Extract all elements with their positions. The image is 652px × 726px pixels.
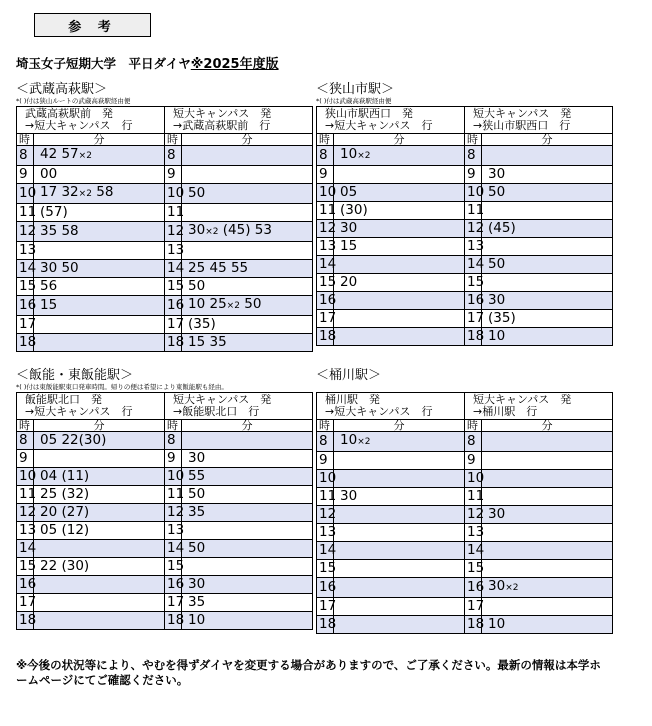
return-minutes-cell: (45) bbox=[482, 220, 613, 238]
direction-header-row bbox=[317, 393, 613, 420]
hour-cell: 10 bbox=[465, 470, 482, 488]
table-row bbox=[317, 598, 613, 616]
outbound-minutes-cell: 04 (11) bbox=[34, 468, 165, 486]
table-row bbox=[317, 328, 613, 346]
section-title: ＜狭山市駅＞ bbox=[316, 82, 395, 97]
return-minutes-cell: 10 bbox=[482, 328, 613, 346]
section-note: *( )付は武蔵高萩駅経由便 bbox=[316, 97, 392, 105]
return-minutes-cell bbox=[482, 274, 613, 292]
return-minutes-cell bbox=[482, 542, 613, 560]
hour-cell: 16 bbox=[465, 292, 482, 310]
outbound-minutes-cell: 15 bbox=[334, 238, 465, 256]
table-row bbox=[17, 486, 313, 504]
return-minutes-cell: 10 bbox=[482, 616, 613, 634]
outbound-minutes-cell: 22 (30) bbox=[34, 558, 165, 576]
table-row bbox=[317, 220, 613, 238]
return-minutes-cell: 50 bbox=[182, 278, 313, 296]
hour-cell: 17 bbox=[317, 598, 334, 616]
hour-cell: 17 bbox=[465, 310, 482, 328]
hour-cell: 15 bbox=[17, 558, 34, 576]
return-minutes-cell bbox=[482, 432, 613, 452]
minute-label: 分 bbox=[482, 134, 613, 146]
timetable bbox=[16, 106, 313, 352]
section-note bbox=[316, 383, 612, 392]
table-row bbox=[17, 166, 313, 184]
outbound-minutes-cell: 10×2 bbox=[334, 146, 465, 166]
return-minutes-cell: 35 bbox=[182, 504, 313, 522]
hour-cell: 12 bbox=[165, 222, 182, 242]
hour-cell: 11 bbox=[17, 204, 34, 222]
hour-cell: 9 bbox=[165, 166, 182, 184]
table-row bbox=[17, 450, 313, 468]
outbound-minutes-cell bbox=[34, 334, 165, 352]
hour-cell: 13 bbox=[317, 524, 334, 542]
table-row bbox=[317, 202, 613, 220]
return-minutes-cell: 30 bbox=[482, 166, 613, 184]
reference-label: 参 考 bbox=[34, 13, 151, 37]
hour-cell: 15 bbox=[465, 274, 482, 292]
twice-marker: ×2 bbox=[505, 583, 519, 593]
outbound-minutes-cell bbox=[334, 616, 465, 634]
outbound-minutes-cell: 56 bbox=[34, 278, 165, 296]
outbound-minutes-cell: 30 bbox=[334, 488, 465, 506]
hour-cell: 13 bbox=[465, 238, 482, 256]
hour-cell: 11 bbox=[165, 486, 182, 504]
hour-cell: 16 bbox=[465, 578, 482, 598]
hour-minute-header-row bbox=[17, 420, 313, 432]
outbound-minutes-cell bbox=[34, 576, 165, 594]
return-minutes-cell: 50 bbox=[482, 184, 613, 202]
hour-cell: 18 bbox=[317, 616, 334, 634]
outbound-minutes-cell: 25 (32) bbox=[34, 486, 165, 504]
hour-cell: 11 bbox=[165, 204, 182, 222]
outbound-minutes-cell: 35 58 bbox=[34, 222, 165, 242]
section-note: *( )付は狭山ルートの武蔵高萩駅経由便 bbox=[16, 97, 131, 105]
return-header: 短大キャンパス 発 →桶川駅 行 bbox=[465, 393, 613, 420]
section-okegawa bbox=[316, 368, 612, 634]
outbound-header: 武蔵高萩駅前 発 →短大キャンパス 行 bbox=[17, 107, 165, 134]
hour-cell: 14 bbox=[165, 540, 182, 558]
table-row bbox=[17, 146, 313, 166]
hour-cell: 10 bbox=[317, 184, 334, 202]
outbound-minutes-cell bbox=[34, 540, 165, 558]
minute-label: 分 bbox=[182, 420, 313, 432]
hour-cell: 14 bbox=[17, 260, 34, 278]
outbound-minutes-cell: 42 57×2 bbox=[34, 146, 165, 166]
section-sayamashi bbox=[316, 82, 612, 346]
table-row bbox=[317, 506, 613, 524]
hour-cell: 13 bbox=[165, 522, 182, 540]
return-minutes-cell bbox=[482, 488, 613, 506]
return-minutes-cell: 30×2 bbox=[482, 578, 613, 598]
table-row bbox=[17, 504, 313, 522]
table-row bbox=[17, 316, 313, 334]
hour-cell: 8 bbox=[17, 146, 34, 166]
hour-cell: 11 bbox=[317, 488, 334, 506]
twice-marker: ×2 bbox=[78, 189, 92, 199]
outbound-minutes-cell bbox=[334, 166, 465, 184]
direction-header-row bbox=[17, 107, 313, 134]
hour-cell: 10 bbox=[465, 184, 482, 202]
hour-cell: 16 bbox=[17, 576, 34, 594]
return-minutes-cell bbox=[182, 432, 313, 450]
table-row bbox=[317, 292, 613, 310]
hour-cell: 14 bbox=[165, 260, 182, 278]
table-row bbox=[317, 488, 613, 506]
return-minutes-cell: 30×2 (45) 53 bbox=[182, 222, 313, 242]
hour-cell: 8 bbox=[317, 432, 334, 452]
twice-marker: ×2 bbox=[205, 227, 219, 237]
hour-cell: 9 bbox=[317, 166, 334, 184]
outbound-minutes-cell: 10×2 bbox=[334, 432, 465, 452]
outbound-minutes-cell bbox=[334, 328, 465, 346]
hour-cell: 10 bbox=[165, 184, 182, 204]
outbound-minutes-cell: 05 bbox=[334, 184, 465, 202]
hour-cell: 8 bbox=[165, 432, 182, 450]
hour-cell: 15 bbox=[465, 560, 482, 578]
direction-header-row bbox=[317, 107, 613, 134]
hour-cell: 18 bbox=[165, 334, 182, 352]
table-row bbox=[317, 616, 613, 634]
hour-cell: 15 bbox=[17, 278, 34, 296]
return-minutes-cell bbox=[482, 470, 613, 488]
hour-cell: 17 bbox=[165, 594, 182, 612]
hour-cell: 8 bbox=[17, 432, 34, 450]
hour-cell: 12 bbox=[317, 506, 334, 524]
hour-cell: 14 bbox=[317, 542, 334, 560]
outbound-minutes-cell bbox=[334, 542, 465, 560]
hour-cell: 13 bbox=[17, 242, 34, 260]
hour-cell: 10 bbox=[317, 470, 334, 488]
return-minutes-cell bbox=[182, 146, 313, 166]
outbound-minutes-cell: (57) bbox=[34, 204, 165, 222]
outbound-minutes-cell bbox=[34, 450, 165, 468]
minute-label: 分 bbox=[482, 420, 613, 432]
table-row bbox=[317, 470, 613, 488]
table-row bbox=[317, 256, 613, 274]
table-row bbox=[17, 222, 313, 242]
hour-cell: 16 bbox=[317, 578, 334, 598]
table-row bbox=[17, 334, 313, 352]
hour-cell: 9 bbox=[17, 450, 34, 468]
return-minutes-cell: 50 bbox=[182, 486, 313, 504]
table-row bbox=[17, 204, 313, 222]
section-title: ＜飯能・東飯能駅＞ bbox=[16, 368, 134, 383]
hour-cell: 9 bbox=[465, 452, 482, 470]
outbound-minutes-cell: 05 22(30) bbox=[34, 432, 165, 450]
return-minutes-cell: 30 bbox=[482, 292, 613, 310]
outbound-minutes-cell bbox=[334, 598, 465, 616]
table-row bbox=[317, 432, 613, 452]
hour-cell: 11 bbox=[465, 202, 482, 220]
return-minutes-cell bbox=[182, 242, 313, 260]
outbound-minutes-cell bbox=[334, 310, 465, 328]
title-version: ※2025年度版 bbox=[190, 57, 279, 72]
title-main: 埼玉女子短期大学 平日ダイヤ bbox=[16, 56, 191, 71]
outbound-minutes-cell: 20 bbox=[334, 274, 465, 292]
hour-cell: 14 bbox=[465, 542, 482, 560]
outbound-minutes-cell: 30 bbox=[334, 220, 465, 238]
hour-cell: 17 bbox=[17, 594, 34, 612]
hour-cell: 8 bbox=[465, 432, 482, 452]
twice-marker: ×2 bbox=[357, 151, 371, 161]
table-row bbox=[17, 296, 313, 316]
section-title: ＜桶川駅＞ bbox=[316, 368, 382, 383]
return-minutes-cell bbox=[482, 560, 613, 578]
minute-label: 分 bbox=[34, 134, 165, 146]
hour-cell: 13 bbox=[165, 242, 182, 260]
timetable bbox=[16, 392, 313, 630]
return-minutes-cell: 30 bbox=[482, 506, 613, 524]
section-title: ＜武蔵高萩駅＞ bbox=[16, 82, 108, 97]
outbound-minutes-cell bbox=[334, 506, 465, 524]
hour-cell: 12 bbox=[17, 504, 34, 522]
hour-cell: 8 bbox=[465, 146, 482, 166]
hour-cell: 18 bbox=[17, 334, 34, 352]
table-row bbox=[17, 522, 313, 540]
hour-cell: 12 bbox=[317, 220, 334, 238]
hour-cell: 18 bbox=[17, 612, 34, 630]
table-row bbox=[317, 524, 613, 542]
hour-cell: 17 bbox=[165, 316, 182, 334]
hour-cell: 12 bbox=[17, 222, 34, 242]
return-minutes-cell: 35 bbox=[182, 594, 313, 612]
hour-cell: 11 bbox=[465, 488, 482, 506]
return-minutes-cell: (35) bbox=[182, 316, 313, 334]
return-minutes-cell bbox=[182, 558, 313, 576]
hour-cell: 17 bbox=[17, 316, 34, 334]
outbound-minutes-cell bbox=[34, 594, 165, 612]
page-title bbox=[16, 53, 279, 72]
hour-cell: 14 bbox=[465, 256, 482, 274]
outbound-minutes-cell: 20 (27) bbox=[34, 504, 165, 522]
hour-label: 時 bbox=[465, 420, 482, 432]
return-minutes-cell bbox=[482, 524, 613, 542]
return-header: 短大キャンパス 発 →飯能駅北口 行 bbox=[165, 393, 313, 420]
section-musashi-takahagi bbox=[16, 82, 312, 352]
return-minutes-cell: 10 25×2 50 bbox=[182, 296, 313, 316]
section-note: *( )付は東飯能駅東口発車時間。帰りの便は希望により東飯能駅も経由。 bbox=[16, 383, 228, 391]
return-minutes-cell bbox=[182, 166, 313, 184]
outbound-header: 桶川駅 発 →短大キャンパス 行 bbox=[317, 393, 465, 420]
hour-cell: 18 bbox=[317, 328, 334, 346]
hour-cell: 16 bbox=[165, 296, 182, 316]
table-row bbox=[17, 558, 313, 576]
return-header: 短大キャンパス 発 →狭山市駅西口 行 bbox=[465, 107, 613, 134]
hour-cell: 18 bbox=[165, 612, 182, 630]
table-row bbox=[17, 432, 313, 450]
outbound-minutes-cell bbox=[334, 256, 465, 274]
outbound-minutes-cell bbox=[34, 242, 165, 260]
minute-label: 分 bbox=[334, 134, 465, 146]
table-row bbox=[317, 560, 613, 578]
return-minutes-cell: 25 45 55 bbox=[182, 260, 313, 278]
outbound-minutes-cell bbox=[334, 292, 465, 310]
hour-cell: 13 bbox=[465, 524, 482, 542]
twice-marker: ×2 bbox=[78, 151, 92, 161]
hour-label: 時 bbox=[17, 134, 34, 146]
return-minutes-cell bbox=[482, 202, 613, 220]
table-row bbox=[17, 468, 313, 486]
outbound-header: 狭山市駅西口 発 →短大キャンパス 行 bbox=[317, 107, 465, 134]
table-row bbox=[17, 612, 313, 630]
hour-cell: 17 bbox=[317, 310, 334, 328]
minute-label: 分 bbox=[334, 420, 465, 432]
table-row bbox=[317, 452, 613, 470]
outbound-minutes-cell: 30 50 bbox=[34, 260, 165, 278]
table-row bbox=[317, 238, 613, 256]
outbound-minutes-cell: (30) bbox=[334, 202, 465, 220]
return-minutes-cell: 10 bbox=[182, 612, 313, 630]
outbound-minutes-cell: 15 bbox=[34, 296, 165, 316]
hour-label: 時 bbox=[165, 134, 182, 146]
table-row bbox=[317, 310, 613, 328]
hour-cell: 8 bbox=[165, 146, 182, 166]
hour-cell: 17 bbox=[465, 598, 482, 616]
hour-cell: 11 bbox=[17, 486, 34, 504]
hour-cell: 11 bbox=[317, 202, 334, 220]
minute-label: 分 bbox=[34, 420, 165, 432]
table-row bbox=[17, 540, 313, 558]
table-row bbox=[17, 594, 313, 612]
hour-cell: 18 bbox=[465, 328, 482, 346]
hour-cell: 10 bbox=[17, 184, 34, 204]
hour-cell: 16 bbox=[17, 296, 34, 316]
hour-cell: 9 bbox=[465, 166, 482, 184]
table-row bbox=[317, 274, 613, 292]
table-row bbox=[317, 166, 613, 184]
hour-cell: 15 bbox=[165, 558, 182, 576]
outbound-minutes-cell bbox=[334, 452, 465, 470]
outbound-minutes-cell: 05 (12) bbox=[34, 522, 165, 540]
return-minutes-cell: 15 35 bbox=[182, 334, 313, 352]
hour-minute-header-row bbox=[317, 134, 613, 146]
hour-cell: 12 bbox=[465, 506, 482, 524]
twice-marker: ×2 bbox=[226, 301, 240, 311]
return-minutes-cell bbox=[482, 146, 613, 166]
hour-cell: 15 bbox=[317, 560, 334, 578]
hour-cell: 18 bbox=[465, 616, 482, 634]
return-minutes-cell bbox=[482, 452, 613, 470]
hour-label: 時 bbox=[465, 134, 482, 146]
table-row bbox=[17, 260, 313, 278]
outbound-minutes-cell bbox=[334, 470, 465, 488]
hour-cell: 13 bbox=[17, 522, 34, 540]
footer-note: ※今後の状況等により、やむを得ずダイヤを変更する場合がありますので、ご了承ください。最新の情報は本学ホームページにてご確認ください。 bbox=[16, 658, 601, 687]
minute-label: 分 bbox=[182, 134, 313, 146]
hour-cell: 9 bbox=[317, 452, 334, 470]
outbound-minutes-cell bbox=[334, 524, 465, 542]
return-minutes-cell: 50 bbox=[482, 256, 613, 274]
outbound-header: 飯能駅北口 発 →短大キャンパス 行 bbox=[17, 393, 165, 420]
hour-cell: 14 bbox=[317, 256, 334, 274]
hour-cell: 14 bbox=[17, 540, 34, 558]
return-minutes-cell: (35) bbox=[482, 310, 613, 328]
outbound-minutes-cell bbox=[334, 578, 465, 598]
return-minutes-cell: 55 bbox=[182, 468, 313, 486]
table-row bbox=[17, 278, 313, 296]
timetable bbox=[316, 106, 613, 346]
return-minutes-cell bbox=[182, 204, 313, 222]
outbound-minutes-cell bbox=[34, 612, 165, 630]
hour-cell: 15 bbox=[165, 278, 182, 296]
hour-cell: 10 bbox=[165, 468, 182, 486]
section-hanno bbox=[16, 368, 312, 630]
return-minutes-cell bbox=[182, 522, 313, 540]
outbound-minutes-cell bbox=[334, 560, 465, 578]
hour-label: 時 bbox=[317, 420, 334, 432]
table-row bbox=[17, 184, 313, 204]
twice-marker: ×2 bbox=[357, 437, 371, 447]
hour-cell: 12 bbox=[465, 220, 482, 238]
hour-cell: 8 bbox=[317, 146, 334, 166]
hour-minute-header-row bbox=[317, 420, 613, 432]
return-header: 短大キャンパス 発 →武蔵高萩駅前 行 bbox=[165, 107, 313, 134]
outbound-minutes-cell: 00 bbox=[34, 166, 165, 184]
outbound-minutes-cell: 17 32×2 58 bbox=[34, 184, 165, 204]
hour-cell: 16 bbox=[317, 292, 334, 310]
hour-label: 時 bbox=[317, 134, 334, 146]
table-row bbox=[17, 576, 313, 594]
table-row bbox=[317, 542, 613, 560]
table-row bbox=[317, 146, 613, 166]
hour-cell: 13 bbox=[317, 238, 334, 256]
return-minutes-cell bbox=[482, 598, 613, 616]
table-row bbox=[317, 184, 613, 202]
hour-minute-header-row bbox=[17, 134, 313, 146]
hour-label: 時 bbox=[17, 420, 34, 432]
hour-cell: 9 bbox=[165, 450, 182, 468]
timetable bbox=[316, 392, 613, 634]
hour-cell: 9 bbox=[17, 166, 34, 184]
hour-label: 時 bbox=[165, 420, 182, 432]
hour-cell: 12 bbox=[165, 504, 182, 522]
return-minutes-cell: 50 bbox=[182, 540, 313, 558]
table-row bbox=[317, 578, 613, 598]
return-minutes-cell: 50 bbox=[182, 184, 313, 204]
return-minutes-cell: 30 bbox=[182, 576, 313, 594]
hour-cell: 16 bbox=[165, 576, 182, 594]
return-minutes-cell: 30 bbox=[182, 450, 313, 468]
return-minutes-cell bbox=[482, 238, 613, 256]
table-row bbox=[17, 242, 313, 260]
direction-header-row bbox=[17, 393, 313, 420]
hour-cell: 15 bbox=[317, 274, 334, 292]
outbound-minutes-cell bbox=[34, 316, 165, 334]
hour-cell: 10 bbox=[17, 468, 34, 486]
